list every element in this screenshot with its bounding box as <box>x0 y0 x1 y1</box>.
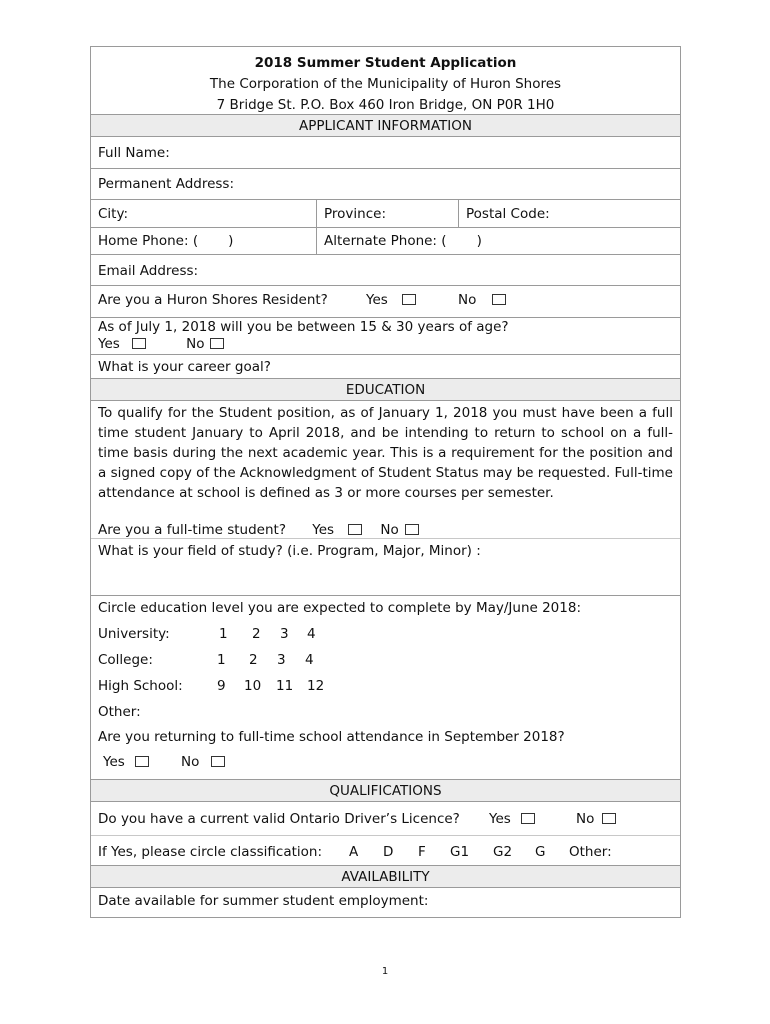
city-label: City: <box>98 206 129 222</box>
classification-question: If Yes, please circle classification: <box>98 844 322 860</box>
postal-code-field[interactable] <box>459 200 680 227</box>
resident-no-option <box>458 292 506 308</box>
application-form <box>90 46 681 918</box>
phone-row <box>91 228 680 255</box>
resident-no-label: No <box>458 292 477 308</box>
date-available-field[interactable] <box>91 888 680 918</box>
section-availability: AVAILABILITY <box>91 866 680 888</box>
returning-no-checkbox[interactable] <box>211 756 225 767</box>
returning-no-option <box>181 754 225 770</box>
fulltime-yes-label: Yes <box>312 522 335 538</box>
class-a[interactable]: A <box>349 844 359 860</box>
returning-no-label: No <box>181 754 200 770</box>
licence-question: Do you have a current valid Ontario Driver’s Licence? <box>98 811 460 827</box>
resident-no-checkbox[interactable] <box>492 294 506 305</box>
high-school-level-11[interactable]: 11 <box>276 678 294 694</box>
class-g2[interactable]: G2 <box>493 844 513 860</box>
class-g[interactable]: G <box>535 844 546 860</box>
university-label: University: <box>98 626 170 642</box>
licence-no-option <box>576 811 616 827</box>
field-of-study-field[interactable] <box>91 539 680 596</box>
high-school-level-12[interactable]: 12 <box>307 678 325 694</box>
resident-yes-label: Yes <box>366 292 388 308</box>
licence-yes-label: Yes <box>489 811 511 827</box>
organization-address: 7 Bridge St. P.O. Box 460 Iron Bridge, ON P0R 1H0 <box>216 97 555 113</box>
organization-name: The Corporation of the Municipality of Huron Shores <box>209 76 562 92</box>
class-other[interactable]: Other: <box>569 844 612 860</box>
field-of-study-label: What is your field of study? (i.e. Program, Major, Minor) : <box>98 543 481 559</box>
education-eligibility-block <box>91 401 680 539</box>
career-goal-label: What is your career goal? <box>98 359 271 375</box>
high-school-level-10[interactable]: 10 <box>244 678 262 694</box>
career-goal-field[interactable] <box>91 355 680 379</box>
age-no-label: No <box>186 336 205 352</box>
resident-yes-option <box>366 292 416 308</box>
form-header <box>91 47 680 115</box>
age-yes-checkbox[interactable] <box>132 338 146 349</box>
returning-question: Are you returning to full-time school attendance in September 2018? <box>98 729 565 745</box>
page-number: 1 <box>381 966 389 977</box>
age-question-row <box>91 318 680 355</box>
class-f[interactable]: F <box>418 844 426 860</box>
permanent-address-label: Permanent Address: <box>98 176 235 192</box>
full-name-label: Full Name: <box>98 145 170 161</box>
returning-yes-label: Yes <box>103 754 125 770</box>
section-qualifications: QUALIFICATIONS <box>91 780 680 802</box>
province-label: Province: <box>324 206 386 222</box>
permanent-address-field[interactable] <box>91 169 680 200</box>
alternate-phone-label: Alternate Phone: ( ) <box>324 233 482 249</box>
university-level-4[interactable]: 4 <box>307 626 316 642</box>
college-level-2[interactable]: 2 <box>249 652 258 668</box>
licence-question-row <box>91 802 680 836</box>
classification-row <box>91 836 680 866</box>
section-applicant-information: APPLICANT INFORMATION <box>91 115 680 137</box>
fulltime-question-row <box>98 520 673 540</box>
email-label: Email Address: <box>98 263 199 279</box>
section-education: EDUCATION <box>91 379 680 401</box>
email-field[interactable] <box>91 255 680 286</box>
province-field[interactable] <box>317 200 459 227</box>
resident-question: Are you a Huron Shores Resident? <box>98 292 328 308</box>
returning-yes-checkbox[interactable] <box>135 756 149 767</box>
licence-no-checkbox[interactable] <box>602 813 616 824</box>
age-no-checkbox[interactable] <box>210 338 224 349</box>
home-phone-field[interactable] <box>91 228 317 254</box>
high-school-label: High School: <box>98 678 183 694</box>
college-label: College: <box>98 652 153 668</box>
form-title: 2018 Summer Student Application <box>254 55 517 71</box>
fulltime-question: Are you a full-time student? <box>98 522 286 538</box>
home-phone-label: Home Phone: ( ) <box>98 233 234 249</box>
returning-yes-option <box>103 754 149 770</box>
city-field[interactable] <box>91 200 317 227</box>
college-level-4[interactable]: 4 <box>305 652 314 668</box>
fulltime-yes-checkbox[interactable] <box>348 524 362 535</box>
university-level-3[interactable]: 3 <box>280 626 289 642</box>
licence-no-label: No <box>576 811 595 827</box>
university-level-1[interactable]: 1 <box>219 626 228 642</box>
university-level-2[interactable]: 2 <box>252 626 261 642</box>
alternate-phone-field[interactable] <box>317 228 680 254</box>
high-school-level-9[interactable]: 9 <box>217 678 226 694</box>
class-g1[interactable]: G1 <box>450 844 470 860</box>
resident-question-row <box>91 286 680 318</box>
licence-yes-checkbox[interactable] <box>521 813 535 824</box>
age-question: As of July 1, 2018 will you be between 15 & 30 years of age? <box>98 319 509 335</box>
full-name-field[interactable] <box>91 137 680 169</box>
other-education-label: Other: <box>98 704 141 720</box>
education-level-block <box>91 596 680 780</box>
college-level-1[interactable]: 1 <box>217 652 226 668</box>
class-d[interactable]: D <box>383 844 394 860</box>
education-eligibility-paragraph: To qualify for the Student position, as of January 1, 2018 you must have been a full time student January to April 2018, and be intending to return to school on a full-time basis during the next academic year. This is a requirement for the position and a signed copy of the Acknowledgment of Student Status may be requested. Full-time attendance at school is defined as 3 or more courses per semester. <box>98 405 673 501</box>
education-level-question: Circle education level you are expected to complete by May/June 2018: <box>98 600 582 616</box>
resident-yes-checkbox[interactable] <box>402 294 416 305</box>
age-yes-label: Yes <box>98 336 120 352</box>
fulltime-no-checkbox[interactable] <box>405 524 419 535</box>
college-level-3[interactable]: 3 <box>277 652 286 668</box>
age-options <box>98 336 673 353</box>
licence-yes-option <box>489 811 535 827</box>
city-province-postal-row <box>91 200 680 228</box>
fulltime-no-label: No <box>380 522 399 538</box>
date-available-label: Date available for summer student employment: <box>98 893 429 909</box>
postal-code-label: Postal Code: <box>466 206 550 222</box>
